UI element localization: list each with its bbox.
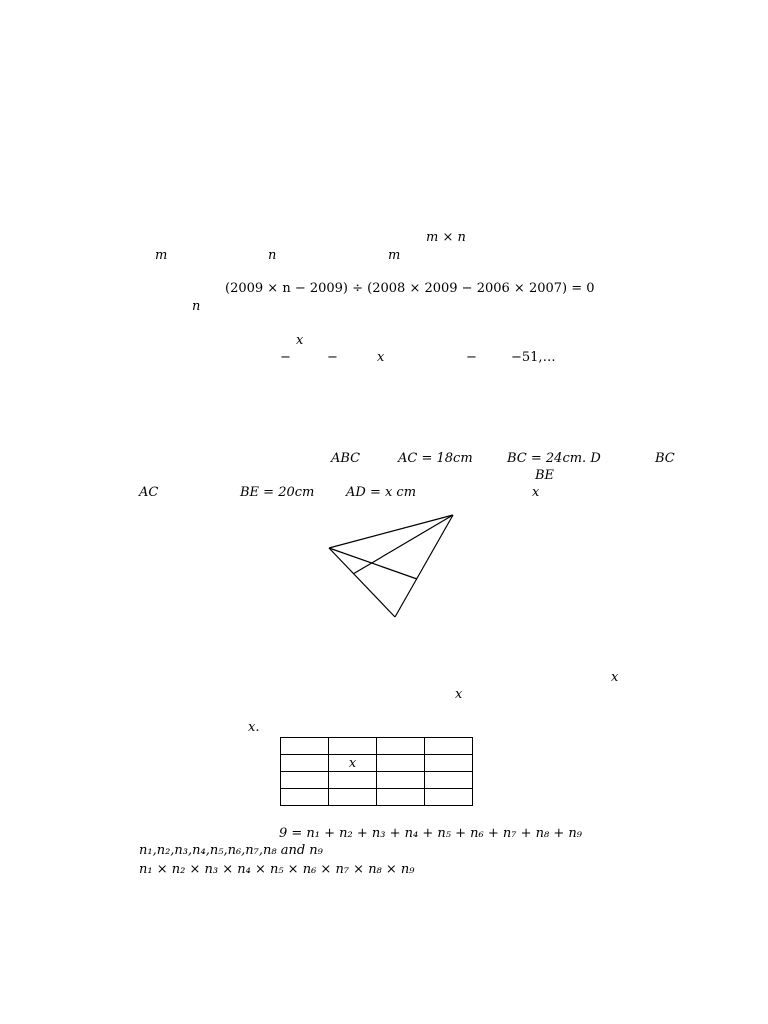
q3-be-length: BE = 20cm <box>240 485 315 500</box>
triangle-side-bc <box>329 548 395 617</box>
grid-cell <box>281 789 329 806</box>
number-grid <box>280 737 473 806</box>
grid-cell-x: x <box>329 755 377 772</box>
q1-var-n: n <box>268 248 277 263</box>
grid-row <box>281 789 473 806</box>
grid-cell <box>329 772 377 789</box>
q3-ac: AC <box>139 485 159 500</box>
q2-var-x: x <box>296 333 304 348</box>
grid-cell <box>281 755 329 772</box>
q1-var-n-2: n <box>192 299 201 314</box>
q3-bc: BC <box>655 451 675 466</box>
q1-var-m-2: m <box>388 248 401 263</box>
grid-cell <box>377 772 425 789</box>
grid-cell <box>425 789 473 806</box>
grid-row <box>281 755 473 772</box>
grid-row <box>281 738 473 755</box>
grid-cell <box>377 755 425 772</box>
q2-dash-2: − <box>327 350 338 365</box>
grid-cell <box>329 789 377 806</box>
q2-dash-1: − <box>280 350 291 365</box>
q5-sum-equation: 9 = n₁ + n₂ + n₃ + n₄ + n₅ + n₆ + n₇ + n₈ + n₉ <box>279 826 582 841</box>
grid-cell <box>329 738 377 755</box>
q2-sequence-end: −51,… <box>511 350 556 365</box>
q4-var-x: x <box>611 670 619 685</box>
q3-triangle-abc: ABC <box>331 451 361 466</box>
triangle-side-ab <box>395 515 453 617</box>
triangle-cevian-ce <box>329 548 417 579</box>
grid-cell <box>425 738 473 755</box>
grid-cell <box>425 755 473 772</box>
triangle-diagram <box>320 508 460 623</box>
q3-ac-length: AC = 18cm <box>398 451 473 466</box>
q5-product: n₁ × n₂ × n₃ × n₄ × n₅ × n₆ × n₇ × n₈ × n₉ <box>139 862 415 877</box>
grid-cell <box>281 772 329 789</box>
q4-var-x-2: x <box>455 687 463 702</box>
triangle-side-ca <box>329 515 453 548</box>
q1-var-m: m <box>155 248 168 263</box>
q2-var-x-2: x <box>377 350 385 365</box>
q3-var-x: x <box>532 485 540 500</box>
grid-cell <box>281 738 329 755</box>
grid-cell <box>377 789 425 806</box>
q5-variables: n₁,n₂,n₃,n₄,n₅,n₆,n₇,n₈ and n₉ <box>139 843 323 858</box>
q1-m-times-n: m × n <box>426 230 466 245</box>
grid-cell <box>377 738 425 755</box>
q1-equation: (2009 × n − 2009) ÷ (2008 × 2009 − 2006 × 2007) = 0 <box>225 281 595 296</box>
q2-dash-3: − <box>466 350 477 365</box>
triangle-cevian-ad <box>353 515 453 574</box>
grid-cell <box>425 772 473 789</box>
q3-be: BE <box>535 468 555 483</box>
grid-row <box>281 772 473 789</box>
q4-var-x-3: x. <box>248 720 260 735</box>
q3-bc-length: BC = 24cm. D <box>507 451 601 466</box>
q3-ad-length: AD = x cm <box>346 485 417 500</box>
